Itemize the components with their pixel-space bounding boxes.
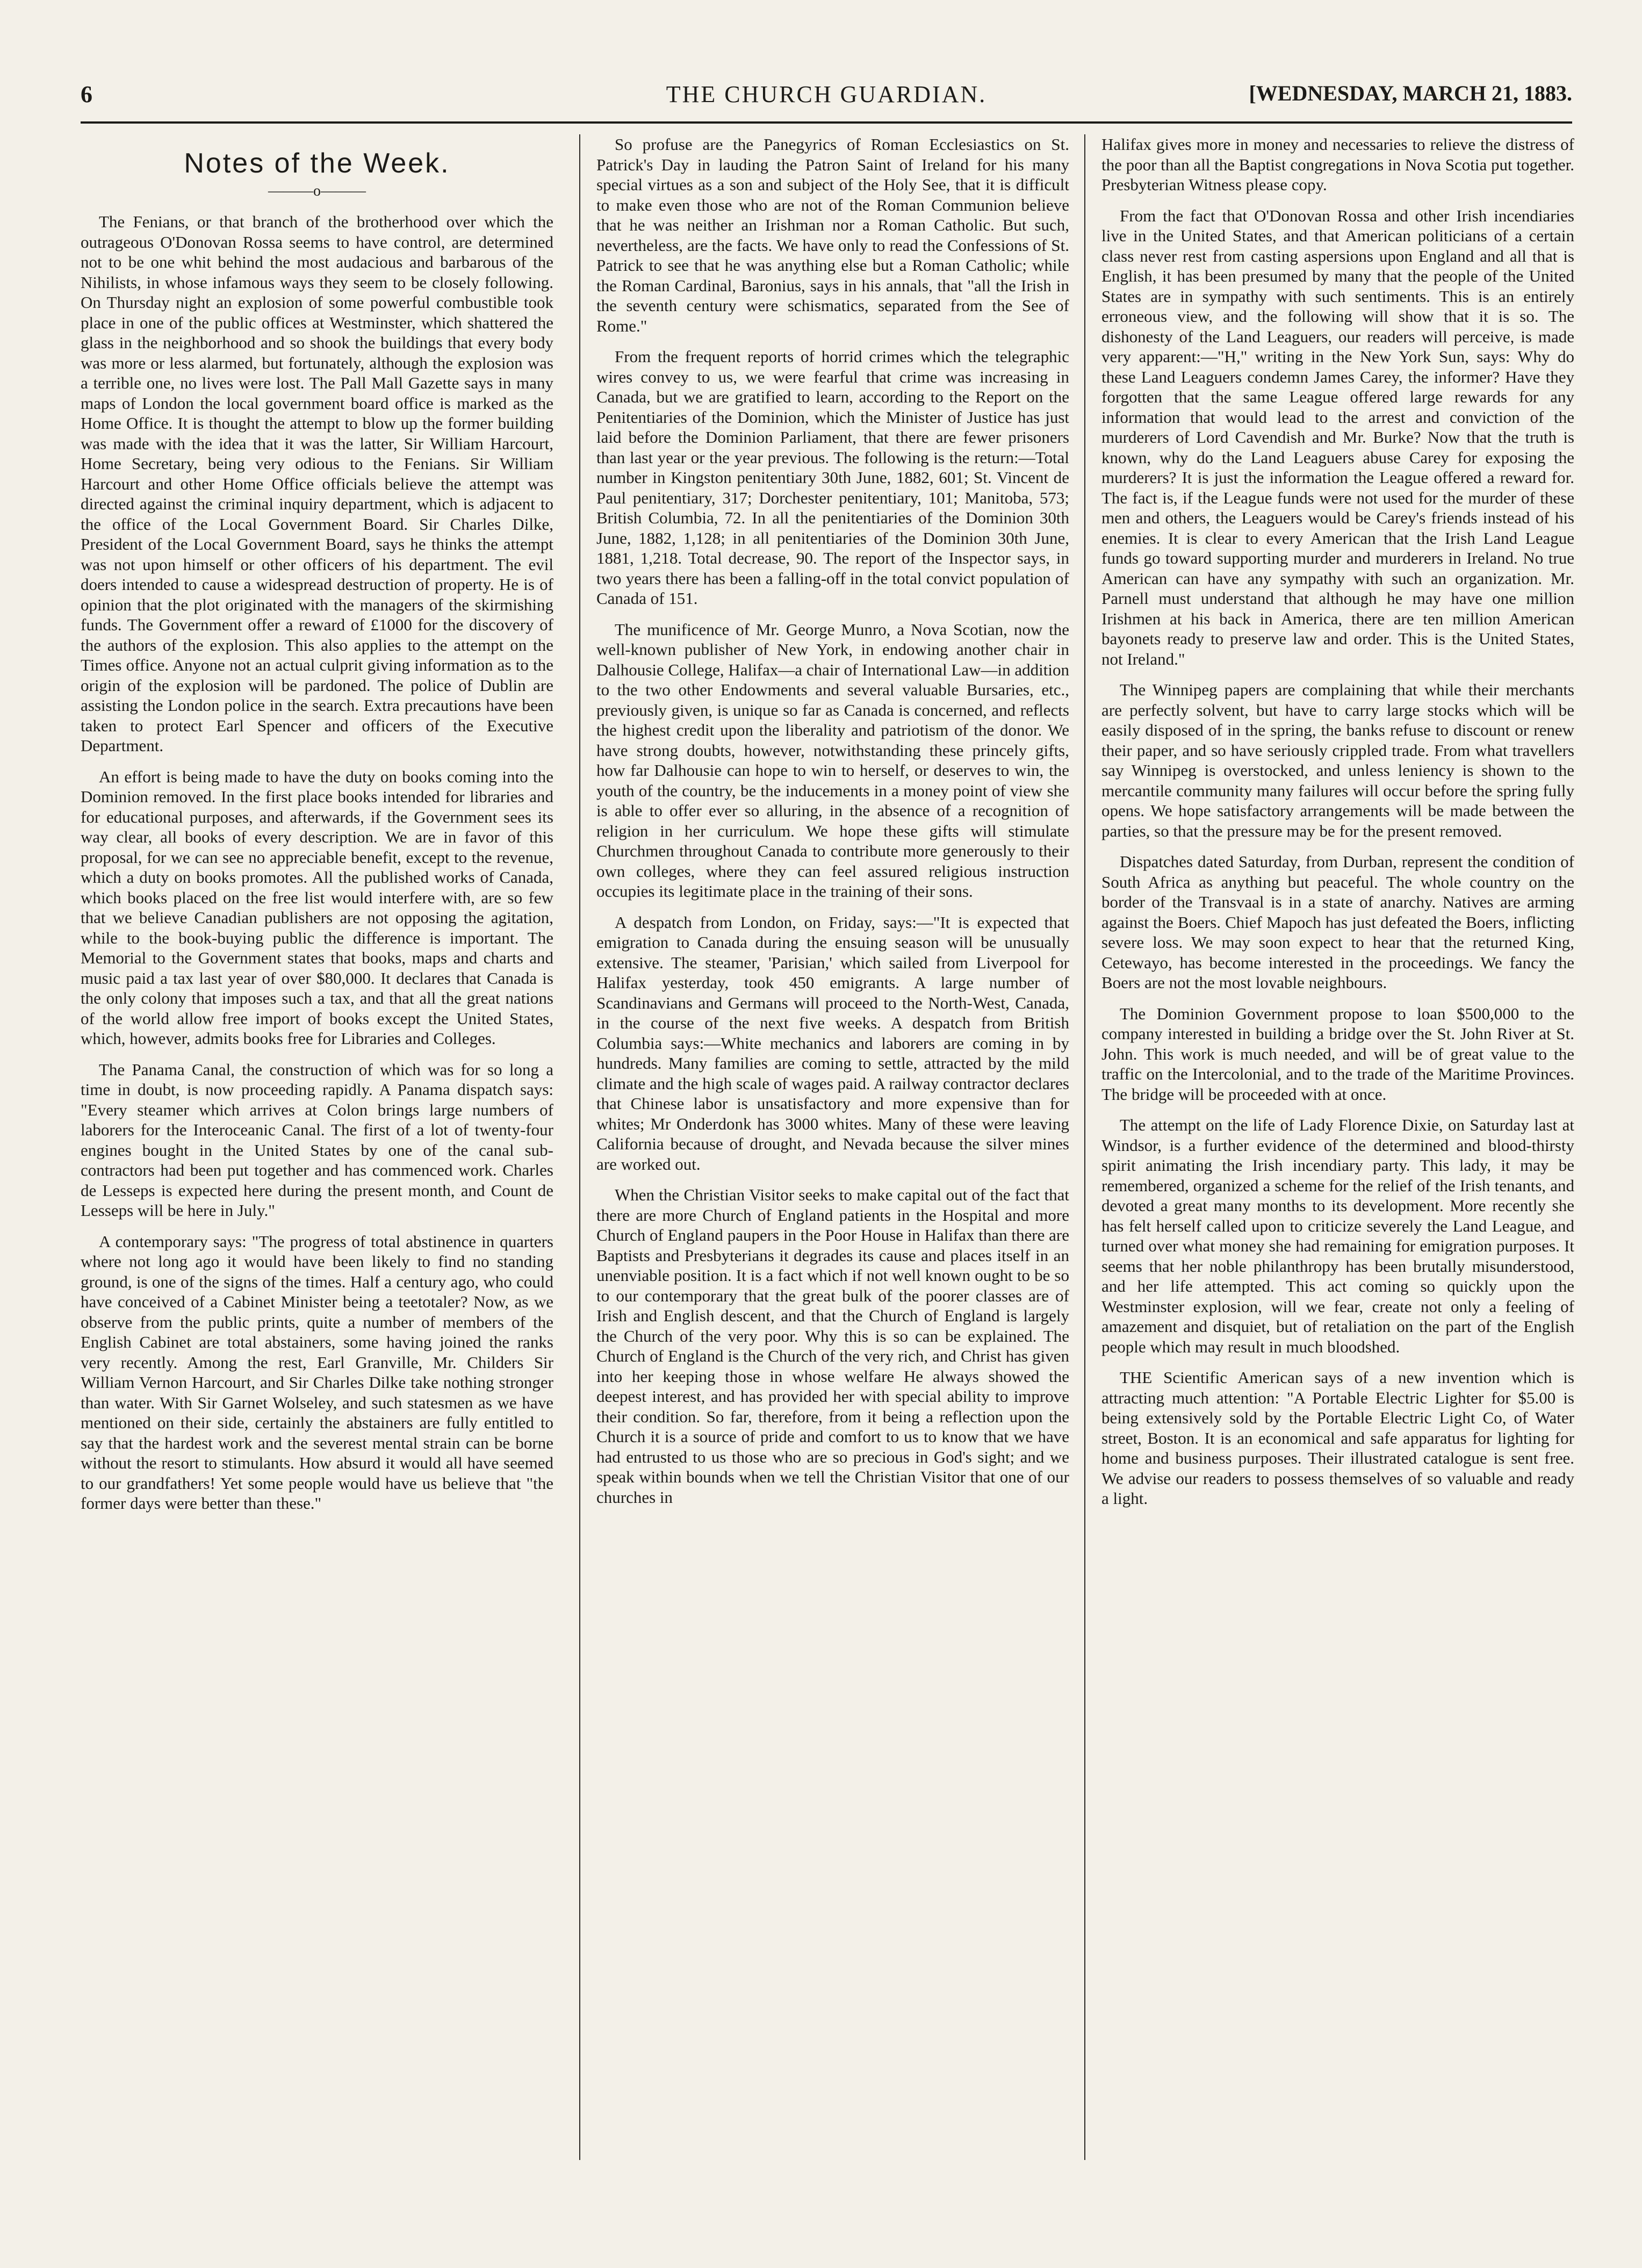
article-paragraph: The attempt on the life of Lady Florence Dixie, on Saturday last at Windsor, is a further evidence of the determined and blood-thirsty spirit animating the Irish incendiary party. This lady, it may be remembered, organized a scheme for the relief of the Irish tenants, and devoted a great many months to its development. More recently she has felt herself called upon to criticize severely the Land League, and turned over what money she had remaining for emigration purposes. It seems that her noble philanthropy has been brutally misunderstood, and her life attempted. This act coming so quickly upon the Westminster explosion, will we fear, create not only a feeling of amazement and disquiet, but of retaliation on the part of the English people which may result in much bloodshed. — [1101, 1115, 1574, 1356]
article-paragraph: The Panama Canal, the construction of which was for so long a time in doubt, is now proceeding rapidly. A Panama dispatch says: "Every steamer which arrives at Colon brings large numbers of laborers for the Interoceanic Canal. The first of a lot of twenty-four engines bought in the United States by one of the canal sub-contractors had been put together and has commenced work. Charles de Lesseps is expected here during the present month, and Count de Lesseps will be here in July." — [81, 1060, 553, 1220]
column-3 — [1101, 134, 1574, 2176]
article-paragraph: An effort is being made to have the duty on books coming into the Dominion removed. In the first place books intended for libraries and for educational purposes, and afterwards, if the Government sees its way clear, all books of every description. We are in favor of this proposal, for we can see no appreciable benefit, except to the revenue, which a duty on books promotes. All the published works of Canada, which books placed on the free list would interfere with, are so few that we believe Canadian publishers are not opposing the agitation, while to the book-buying public the difference is important. The Memorial to the Government states that books, maps and charts and music paid a tax last year of over $80,000. It declares that Canada is the only colony that imposes such a tax, and that all the great nations of the world allow free import of books except the United States, which, however, admits books free for Libraries and Colleges. — [81, 767, 553, 1048]
article-paragraph: So profuse are the Panegyrics of Roman Ecclesiastics on St. Patrick's Day in lauding the Patron Saint of Ireland for his many special virtues as a son and subject of the Holy See, that it is difficult to make even those who are not of the Roman Communion believe that he was neither an Irishman nor a Roman Catholic. But such, nevertheless, are the facts. We have only to read the Confessions of St. Patrick to see that he was anything else but a Roman Catholic; while the Roman Cardinal, Baronius, says in his annals, that "all the Irish in the seventh century were schismatics, separated from the See of Rome." — [596, 135, 1069, 335]
column-2 — [596, 134, 1069, 2176]
heading-divider: ———o——— — [268, 183, 366, 199]
article-paragraph: A contemporary says: "The progress of total abstinence in quarters where not long ago it would have been likely to find no standing ground, is one of the signs of the times. Half a century ago, who could have conceived of a Cabinet Minister being a teetotaler? Now, as we observe from the public prints, quite a number of members of the English Cabinet are total abstainers, some having joined the ranks very recently. Among the rest, Earl Granville, Mr. Childers Sir William Vernon Harcourt, and Sir Charles Dilke take nothing stronger than water. With Sir Garnet Wolseley, and such statesmen as we have mentioned on their side, certainly the abstainers are fully entitled to say that the hardest work and the severest mental strain can be borne without the resort to stimulants. How absurd it would all have seemed to our grandfathers! Yet some people would have us believe that "the former days were better than these." — [81, 1232, 553, 1513]
article-paragraph: From the fact that O'Donovan Rossa and other Irish incendiaries live in the United States, and that American politicians of a certain class never rest from casting aspersions upon England and all that is English, it has been presumed by many that the people of the United States are in sympathy with such sentiments. This is an entirely erroneous view, and the following will show that it is so. The dishonesty of the Land Leaguers, our readers will perceive, is made very apparent:—"H," writing in the New York Sun, says: Why do these Land Leaguers condemn James Carey, the informer? Have they forgotten that the same League offered large rewards for any information that would lead to the arrest and conviction of the murderers of Lord Cavendish and Mr. Burke? Now that the truth is known, why do the Land Leaguers abuse Carey for exposing the murderers? It is just the information the League offered a reward for. The fact is, if the League funds were not used for the murder of these men and others, the Leaguers would be Carey's friends instead of his enemies. It is clear to every American that the Irish Land League funds go toward supporting murder and murderers in Ireland. No true American can have any sympathy with such an organization. Mr. Parnell must understand that although he may have one million Irishmen at his back in America, there are ten million American bayonets ready to preserve law and order. This is the United States, not Ireland." — [1101, 206, 1574, 668]
article-paragraph: The munificence of Mr. George Munro, a Nova Scotian, now the well-known publisher of New York, in endowing another chair in Dalhousie College, Halifax—a chair of International Law—in addition to the two other Endowments and several valuable Bursaries, etc., previously given, is unique so far as Canada is concerned, and reflects the highest credit upon the liberality and patriotism of the donor. We have strong doubts, however, notwithstanding these princely gifts, how far Dalhousie can hope to win to herself, or deserves to win, the youth of the country, be the inducements in a money point of view she is able to offer ever so alluring, in the absence of a recognition of religion in her curriculum. We hope these gifts will stimulate Churchmen throughout Canada to contribute more generously to their own colleges, where they can feel assured religious instruction occupies its legitimate place in the training of their sons. — [596, 620, 1069, 901]
page-number: 6 — [81, 81, 92, 107]
issue-date: [WEDNESDAY, MARCH 21, 1883. — [1249, 81, 1572, 105]
article-paragraph: The Dominion Government propose to loan $500,000 to the company interested in building a bridge over the St. John River at St. John. This work is much needed, and will be of great value to the traffic on the Intercolonial, and to the trade of the Maritime Provinces. The bridge will be proceeded with at once. — [1101, 1004, 1574, 1104]
column-1 — [81, 134, 553, 2176]
article-paragraph: Dispatches dated Saturday, from Durban, represent the condition of South Africa as anything but peaceful. The whole country on the border of the Transvaal is in a state of anarchy. Natives are arming against the Boers. Chief Mapoch has just defeated the Boers, inflicting severe loss. We may soon expect to hear that the returned King, Cetewayo, has become interested in the proceedings. We fancy the Boers are not the most lovable neighbours. — [1101, 852, 1574, 992]
article-paragraph: The Fenians, or that branch of the brotherhood over which the outrageous O'Donovan Rossa seems to have control, are determined not to be one whit behind the most audacious and barbarous of the Nihilists, in whose infamous ways they seem to be closely following. On Thursday night an explosion of some powerful combustible took place in one of the public offices at Westminster, which shattered the glass in the neighborhood and so shook the buildings that every body was more or less alarmed, but fortunately, although the explosion was a terrible one, no lives were lost. The Pall Mall Gazette says in many maps of London the local government board office is marked as the Home Office. It is thought the attempt to blow up the former building was made with the idea that it was the latter, Sir William Harcourt, Home Secretary, being very odious to the Fenians. Sir William Harcourt and other Home Office officials believe the attempt was directed against the criminal inquiry department, which is adjacent to the office of the Local Government Board. Sir Charles Dilke, President of the Local Government Board, says he thinks the attempt was not upon himself or other officers of his department. The evil doers intended to cause a widespread destruction of property. He is of opinion that the plot originated with the managers of the skirmishing funds. The Government offer a reward of £1000 for the discovery of the authors of the explosion. This also applies to the attempt on the Times office. Anyone not an actual culprit giving information as to the origin of the explosion will be pardoned. The police of Dublin are assisting the London police in the search. Extra precautions have been taken to protect Earl Spencer and officers of the Executive Department. — [81, 212, 553, 755]
header-rule — [81, 121, 1572, 124]
column-divider — [1084, 134, 1085, 2160]
article-paragraph: The Winnipeg papers are complaining that while their merchants are perfectly solvent, but have to carry large stocks which will be easily disposed of in the spring, the banks refuse to discount or renew their paper, and so have seriously crippled trade. From what travellers say Winnipeg is overstocked, and unless leniency is shown to the mercantile community many failures will occur before the spring fully opens. We hope satisfactory arrangements will be made between the parties, so that the pressure may be for the present removed. — [1101, 680, 1574, 840]
column-divider — [579, 134, 580, 2160]
newspaper-title: THE CHURCH GUARDIAN. — [666, 81, 987, 107]
article-paragraph: When the Christian Visitor seeks to make capital out of the fact that there are more Church of England patients in the Hospital and more Church of England paupers in the Poor House in Halifax than there are Baptists and Presbyterians it degrades its cause and places itself in an unenviable position. It is a fact which if not well known ought to be so to our contemporary that the great bulk of the poorer classes are of Irish and English descent, and that the Church of England is largely the Church of the very poor. Why this is so can be explained. The Church of England is the Church of the very rich, and Christ has given into her keeping those in whose welfare He always showed the deepest interest, and has provided her with special ability to improve their condition. So far, therefore, from it being a reflection upon the Church it is a source of pride and comfort to us to know that we have had entrusted to us those who are so precious in God's sight; and we speak within bounds when we tell the Christian Visitor that one of our churches in — [596, 1185, 1069, 1507]
article-paragraph: THE Scientific American says of a new invention which is attracting much attention: "A Portable Electric Lighter for $5.00 is being extensively sold by the Portable Electric Light Co, of Water street, Boston. It is an economical and safe apparatus for lighting for home and business purposes. Their illustrated catalogue is sent free. We advise our readers to possess themselves of so valuable and ready a light. — [1101, 1368, 1574, 1508]
article-paragraph: Halifax gives more in money and necessaries to relieve the distress of the poor than all the Baptist congregations in Nova Scotia put together. Presbyterian Witness please copy. — [1101, 135, 1574, 194]
masthead — [81, 81, 1572, 116]
section-heading: Notes of the Week. — [184, 148, 450, 179]
article-paragraph: From the frequent reports of horrid crimes which the telegraphic wires convey to us, we were fearful that crime was increasing in Canada, but we are gratified to learn, according to the Report on the Penitentiaries of the Dominion, which the Minister of Justice has just laid before the Dominion Parliament, that there are fewer prisoners than last year or the year previous. The following is the return:—Total number in Kingston penitentiary 30th June, 1882, 601; St. Vincent de Paul penitentiary, 317; Dorchester penitentiary, 101; Manitoba, 573; British Columbia, 72. In all the penitentiaries of the Dominion 30th June, 1882, 1,128; in all penitentiaries of the Dominion 30th June, 1881, 1,218. Total decrease, 90. The report of the Inspector says, in two years there has been a falling-off in the total convict population of Canada of 151. — [596, 347, 1069, 608]
article-paragraph: A despatch from London, on Friday, says:—"It is expected that emigration to Canada during the ensuing season will be unusually extensive. The steamer, 'Parisian,' which sailed from Liverpool for Halifax yesterday, took 450 emigrants. A large number of Scandinavians and Germans will proceed to the North-West, Canada, in the course of the next five weeks. A despatch from British Columbia says:—White mechanics and laborers are coming in by hundreds. Many families are coming to settle, attracted by the mild climate and the high scale of wages paid. A railway contractor declares that Chinese labor is unsatisfactory and more expensive than for whites; Mr Onderdonk has 3000 whites. Many of these were leaving California because of drought, and Nevada because the silver mines are worked out. — [596, 912, 1069, 1173]
